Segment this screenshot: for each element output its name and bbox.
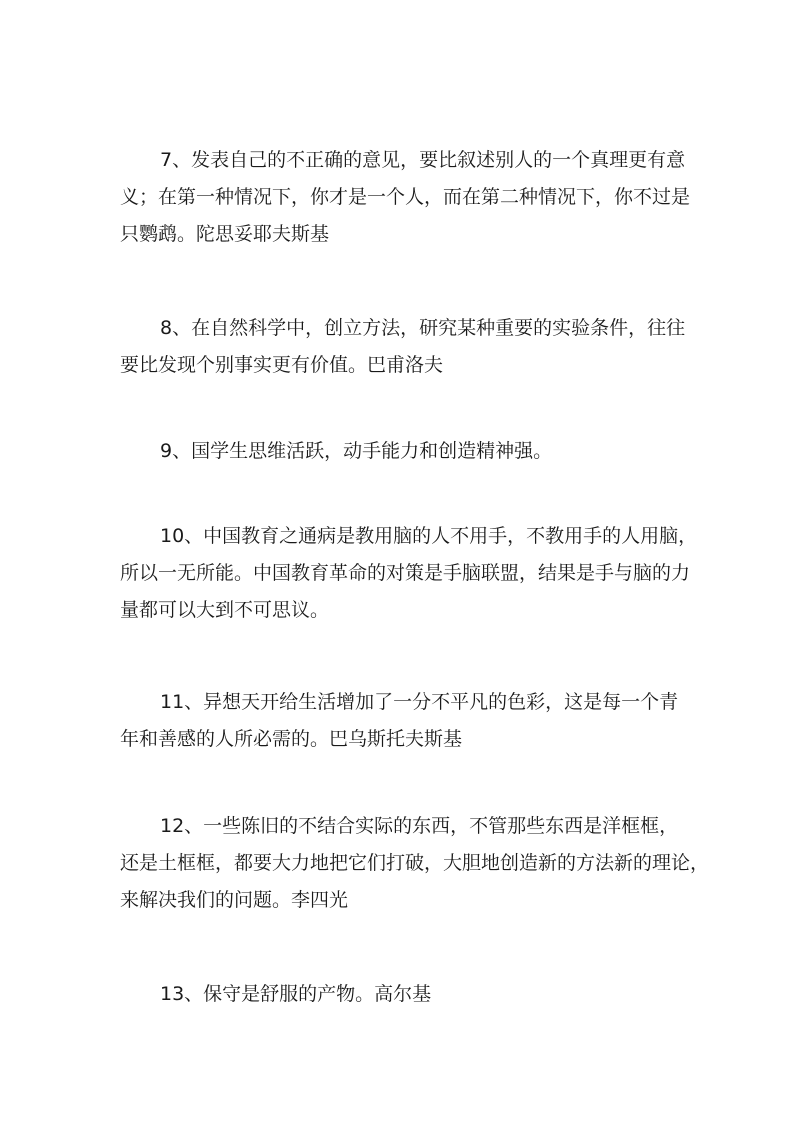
quote-paragraph-13 (120, 976, 690, 1013)
paragraph-line: 来解决我们的问题。李四光 (120, 889, 349, 911)
paragraph-line: 要比发现个别事实更有价值。巴甫洛夫 (120, 354, 444, 376)
paragraph-line: 12、一些陈旧的不结合实际的东西，不管那些东西是洋框框， (160, 815, 679, 837)
paragraph-line: 年和善感的人所必需的。巴乌斯托夫斯基 (120, 728, 463, 750)
paragraph-line: 量都可以大到不可思议。 (120, 599, 330, 621)
quote-paragraph-11 (120, 684, 690, 758)
quote-paragraph-7 (120, 142, 690, 253)
paragraph-line: 13、保守是舒服的产物。高尔基 (160, 983, 432, 1005)
paragraph-line: 只鹦鹉。陀思妥耶夫斯基 (120, 223, 330, 245)
paragraph-line: 7、发表自己的不正确的意见，要比叙述别人的一个真理更有意 (160, 149, 686, 171)
paragraph-line: 所以一无所能。中国教育革命的对策是手脑联盟，结果是手与脑的力 (120, 562, 691, 584)
quote-paragraph-12 (120, 808, 710, 919)
quote-paragraph-9 (120, 433, 690, 470)
paragraph-line: 义；在第一种情况下，你才是一个人，而在第二种情况下，你不过是 (120, 186, 691, 208)
paragraph-line: 9、国学生思维活跃，动手能力和创造精神强。 (160, 440, 553, 462)
paragraph-line: 10、中国教育之通病是教用脑的人不用手，不教用手的人用脑， (160, 525, 698, 547)
quote-paragraph-8 (120, 310, 690, 384)
quote-paragraph-10 (120, 518, 698, 629)
paragraph-line: 8、在自然科学中，创立方法，研究某种重要的实验条件，往往 (160, 317, 686, 339)
paragraph-line: 11、异想天开给生活增加了一分不平凡的色彩，这是每一个青 (160, 691, 679, 713)
paragraph-line: 还是土框框，都要大力地把它们打破，大胆地创造新的方法新的理论， (120, 852, 710, 874)
